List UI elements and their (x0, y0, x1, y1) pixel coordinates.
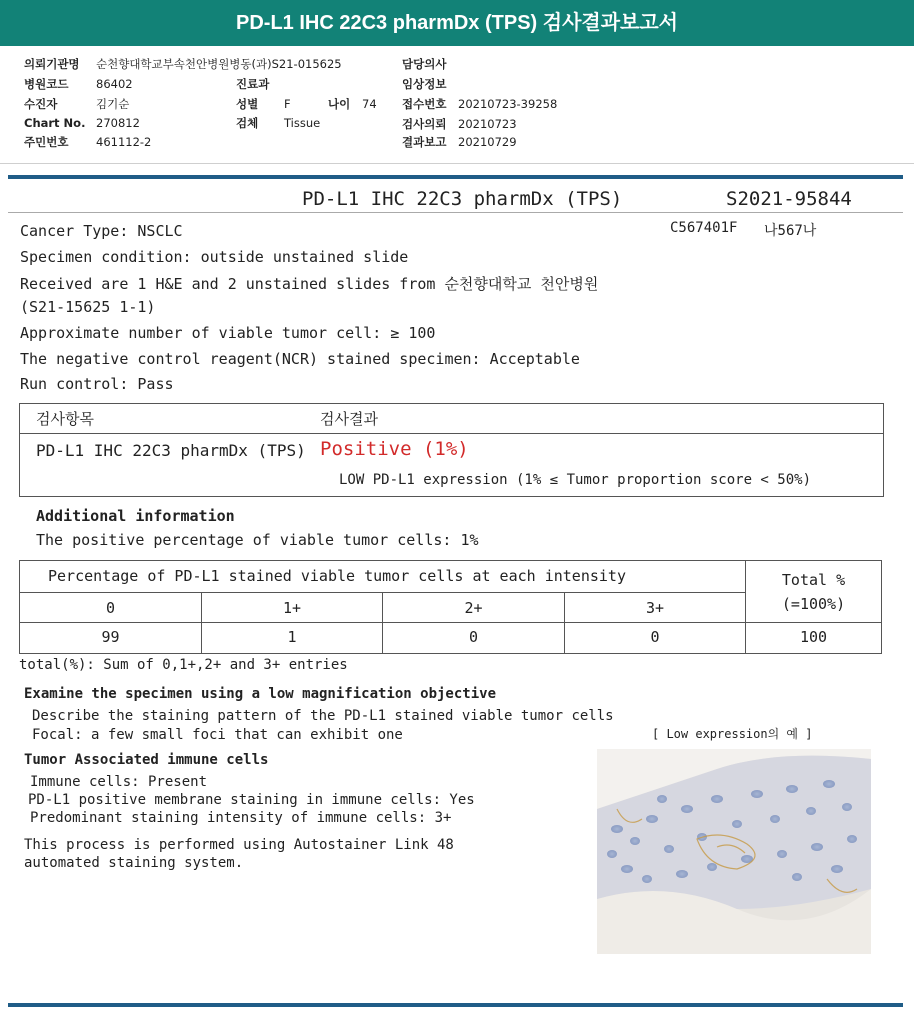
process-line-2: automated staining system. (24, 855, 244, 871)
low-expression-example-image (597, 749, 871, 954)
bottom-rule (8, 1003, 903, 1007)
block-code: C567401F (670, 220, 738, 236)
examine-title: Examine the specimen using a low magnification objective (24, 686, 497, 702)
additional-text: The positive percentage of viable tumor cells: 1% (36, 531, 479, 549)
immune-title: Tumor Associated immune cells (24, 752, 269, 768)
value-report-date: 20210729 (458, 135, 517, 149)
intensity-value-3: 0 (650, 628, 660, 646)
label-doctor: 담당의사 (402, 57, 447, 71)
top-rule (8, 175, 903, 179)
immune-line-2: PD-L1 positive membrane staining in immune cells: Yes (28, 792, 475, 808)
label-clinical-info: 임상정보 (402, 77, 447, 91)
label-request-date: 검사의뢰 (402, 117, 447, 131)
value-specimen: Tissue (284, 116, 321, 130)
header-row-chart-no (24, 116, 140, 130)
intensity-value-0: 99 (101, 628, 120, 646)
value-request-date: 20210723 (458, 117, 517, 131)
label-clinic: 진료과 (236, 77, 270, 91)
header-row-institution (24, 56, 342, 72)
total-note: total(%): Sum of 0,1+,2+ and 3+ entries (19, 657, 348, 673)
immune-line-1: Immune cells: Present (30, 774, 208, 790)
header-row-sex-age (236, 96, 377, 112)
test-title: PD-L1 IHC 22C3 pharmDx (TPS) (302, 188, 623, 210)
header-row-accession (402, 96, 557, 112)
value-sex: F (284, 97, 291, 111)
value-hospital-code: 86402 (96, 77, 133, 91)
intensity-total-value: 100 (799, 628, 828, 646)
report-number: S2021-95844 (726, 188, 852, 210)
result-result-header: 검사결과 (320, 410, 378, 428)
intensity-header-divider (20, 592, 746, 593)
line-ncr: The negative control reagent(NCR) stained specimen: Acceptable (20, 350, 580, 368)
label-accession: 접수번호 (402, 97, 447, 111)
header-row-resident-no (24, 134, 151, 150)
header-row-report-date (402, 134, 517, 150)
result-positive: Positive (1%) (320, 438, 469, 460)
result-interpretation: LOW PD-L1 expression (1% ≤ Tumor proportion score < 50%) (339, 472, 812, 488)
line-received: Received are 1 H&E and 2 unstained slides from 순천향대학교 천안병원 (20, 275, 599, 293)
value-resident-no: 461112-2 (96, 135, 152, 149)
label-institution: 의뢰기관명 (24, 57, 80, 71)
intensity-value-1: 1 (287, 628, 297, 646)
header-row-patient (24, 96, 129, 112)
line-cancer-type: Cancer Type: NSCLC (20, 222, 183, 240)
value-institution: 순천향대학교부속천안병원병동(과)S21-015625 (96, 57, 342, 71)
intensity-col-3: 3+ (645, 599, 665, 617)
intensity-col-0: 0 (105, 599, 116, 617)
label-hospital-code: 병원코드 (24, 77, 69, 91)
report-title-bar (0, 0, 914, 46)
header-row-clinical-info (402, 76, 458, 92)
block-code-2: 나567나 (764, 223, 817, 239)
intensity-total-header: Total % (781, 571, 846, 589)
examine-line-2: Focal: a few small foci that can exhibit one (32, 727, 403, 743)
header-row-clinic (236, 76, 269, 92)
label-resident-no: 주민번호 (24, 135, 69, 149)
line-run-control: Run control: Pass (20, 375, 174, 393)
intensity-col-1: 1+ (282, 599, 302, 617)
additional-title: Additional information (36, 507, 235, 525)
header-row-request-date (402, 116, 517, 132)
title-rule (8, 212, 903, 213)
intensity-header: Percentage of PD-L1 stained viable tumor cells at each intensity (48, 567, 626, 585)
header-separator (0, 163, 914, 164)
immune-line-3: Predominant staining intensity of immune cells: 3+ (30, 810, 452, 826)
label-report-date: 결과보고 (402, 135, 447, 149)
line-viable-cells: Approximate number of viable tumor cell: ≥ 100 (20, 324, 436, 342)
header-row-hospital-code (24, 76, 133, 92)
intensity-values-divider (20, 622, 881, 623)
label-sex: 성별 (236, 97, 259, 111)
examine-line-1: Describe the staining pattern of the PD-L1 stained viable tumor cells (32, 708, 614, 724)
result-item: PD-L1 IHC 22C3 pharmDx (TPS) (36, 441, 306, 460)
label-chart-no: Chart No. (24, 116, 86, 130)
value-chart-no: 270812 (96, 116, 140, 130)
tissue-micrograph (597, 749, 871, 954)
value-accession: 20210723-39258 (458, 97, 558, 111)
intensity-col-2: 2+ (464, 599, 483, 617)
label-patient: 수진자 (24, 97, 58, 111)
image-caption: [ Low expression의 예 ] (652, 727, 813, 741)
line-slide-id: (S21-15625 1-1) (20, 298, 156, 316)
label-specimen: 검체 (236, 116, 259, 130)
process-line-1: This process is performed using Autostainer Link 48 (24, 837, 454, 853)
value-patient: 김기순 (96, 97, 130, 111)
intensity-total-subheader: (=100%) (781, 595, 846, 613)
value-age: 74 (362, 97, 377, 111)
intensity-value-2: 0 (468, 628, 479, 646)
result-item-header: 검사항목 (36, 410, 94, 428)
header-row-doctor (402, 56, 458, 72)
line-specimen-condition: Specimen condition: outside unstained slide (20, 248, 409, 266)
report-title: PD-L1 IHC 22C3 pharmDx (TPS) 검사결과보고서 (236, 12, 678, 34)
label-age: 나이 (328, 97, 351, 111)
result-table-divider (20, 433, 883, 434)
header-row-specimen (236, 115, 320, 131)
